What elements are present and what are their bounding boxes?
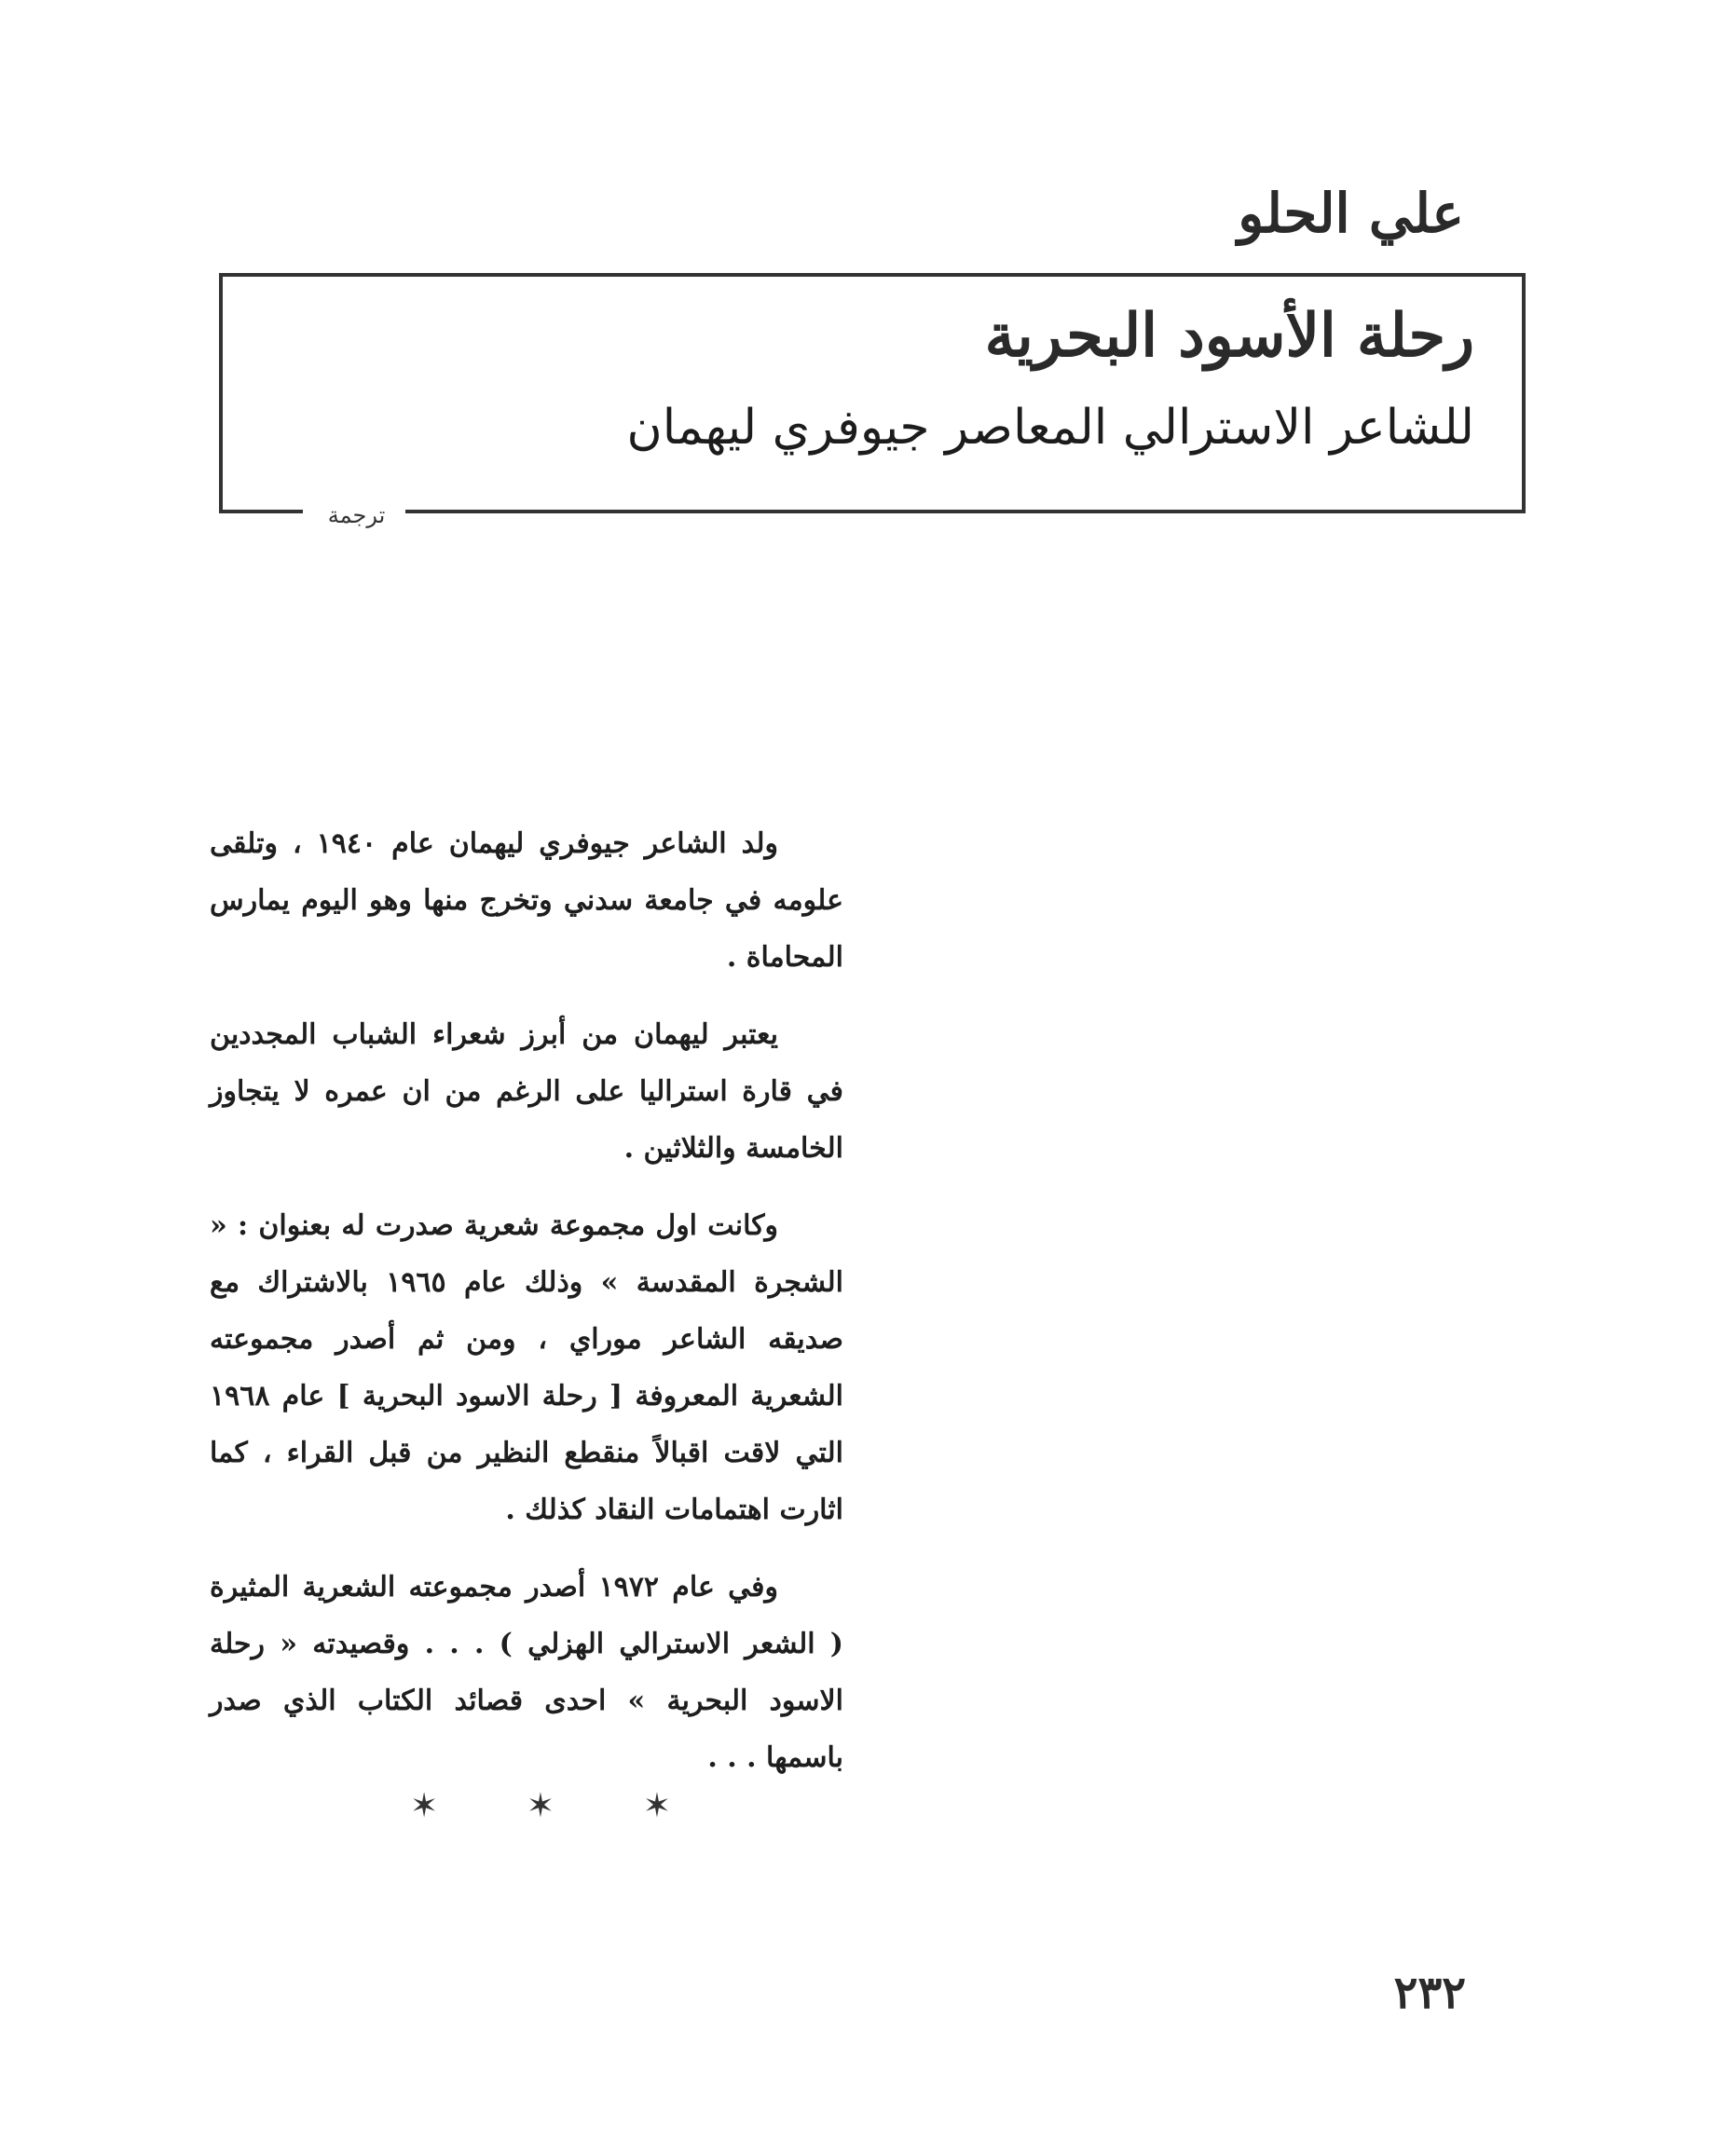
star-icon: ✶ [642, 1787, 671, 1825]
paragraph: وكانت اول مجموعة شعرية صدرت له بعنوان : « الشجرة المقدسة » وذلك عام ١٩٦٥ بالاشتراك مع صديقه الشاعر موراي ، ومن ثم أصدر مجموعته الشعرية المعروفة [ رحلة الاسود البحرية ] عام ١٩٦٨ التي لاقت اقبالاً منقطع النظير من قبل القراء ، كما اثارت اهتمامات النقاد كذلك . [210, 1209, 844, 1526]
intro-text [210, 815, 843, 1807]
paragraph: وفي عام ١٩٧٢ أصدر مجموعته الشعرية المثيرة ( الشعر الاسترالي الهزلي ) . . . وقصيدته « رحلة الاسود البحرية » احدى قصائد الكتاب الذي صدر باسمها . . . [210, 1571, 843, 1774]
author-name: علي الحلو [1238, 182, 1464, 245]
paragraph: ولد الشاعر جيوفري ليهمان عام ١٩٤٠ ، وتلقى علومه في جامعة سدني وتخرج منها وهو اليوم يمارس المحاماة . [210, 827, 843, 974]
translation-label: ترجمة [327, 502, 386, 528]
star-icon: ✶ [526, 1787, 555, 1825]
star-icon: ✶ [410, 1787, 439, 1825]
title-box-border-right [1522, 273, 1526, 513]
title-box [219, 273, 1526, 528]
title-box-border-bottom-left [219, 510, 303, 513]
poem-title: رحلة الأسود البحرية [984, 301, 1474, 371]
paragraph: يعتبر ليهمان من أبرز شعراء الشباب المجددين في قارة استراليا على الرغم من ان عمره لا يتجاوز الخامسة والثلاثين . [210, 1018, 843, 1165]
poem-subtitle: للشاعر الاسترالي المعاصر جيوفري ليهمان [626, 400, 1474, 456]
title-box-border-bottom [405, 510, 1526, 513]
title-box-border-left [219, 273, 223, 513]
title-box-border-top [219, 273, 1526, 277]
page-number: ٢٣٢ [1393, 1967, 1466, 2019]
star-separator [410, 1787, 671, 1825]
